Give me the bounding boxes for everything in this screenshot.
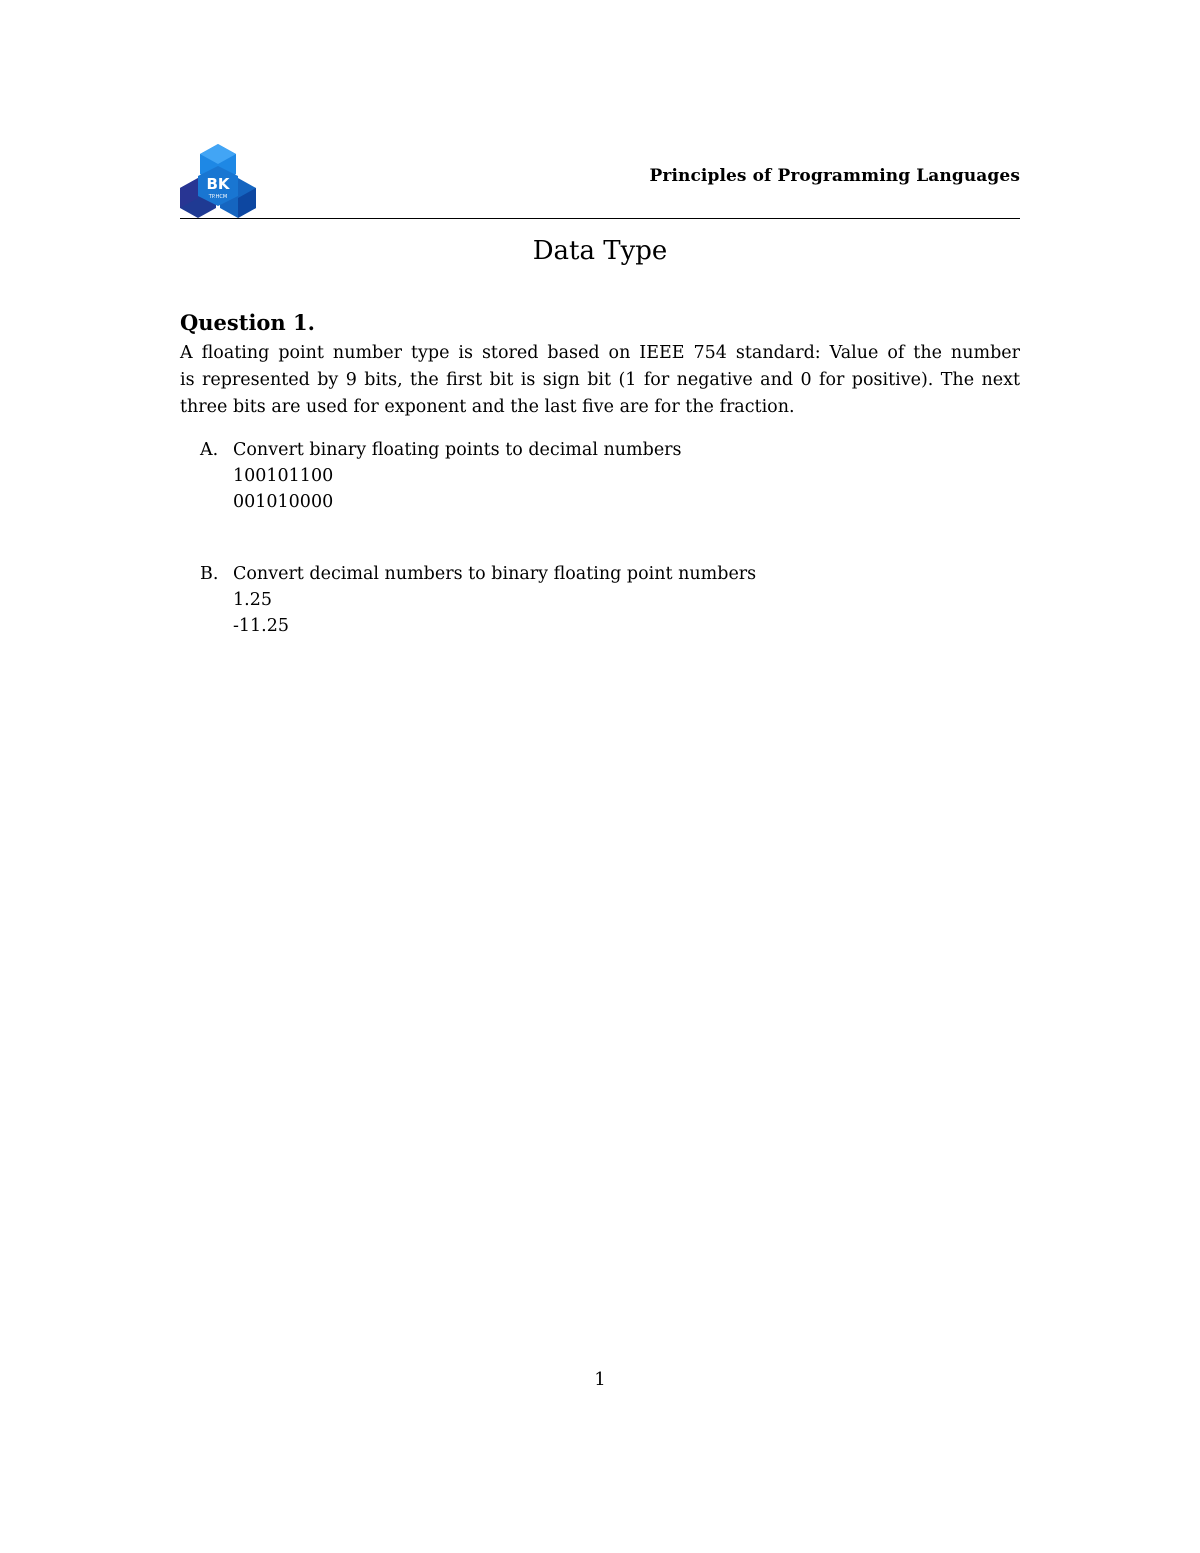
part-letter: B. (200, 564, 219, 584)
document-title: Data Type (532, 236, 668, 266)
question-part-a (200, 437, 682, 515)
intro-line: is represented by 9 bits, the first bit is sign bit (1 for negative and 0 for positive). The next (180, 370, 1020, 390)
part-value: 001010000 (233, 492, 334, 512)
part-value: -11.25 (233, 616, 290, 636)
logo-subtext: TP.HCM (208, 194, 228, 200)
part-instruction: Convert binary floating points to decimal numbers (233, 440, 682, 460)
logo-text: BK (206, 175, 230, 193)
intro-line: A floating point number type is stored based on IEEE 754 standard: Value of the number (180, 343, 1020, 363)
question-heading: Question 1. (180, 310, 315, 335)
question-intro (180, 340, 1020, 421)
intro-line: three bits are used for exponent and the last five are for the fraction. (180, 397, 795, 417)
part-instruction: Convert decimal numbers to binary floating point numbers (233, 564, 757, 584)
header-divider (180, 218, 1020, 219)
part-value: 100101100 (233, 466, 334, 486)
part-letter: A. (200, 440, 219, 460)
question-part-b (200, 561, 756, 639)
part-value: 1.25 (233, 590, 272, 610)
page-number: 1 (594, 1369, 606, 1390)
course-title: Principles of Programming Languages (649, 166, 1020, 186)
bk-university-logo (180, 144, 256, 218)
